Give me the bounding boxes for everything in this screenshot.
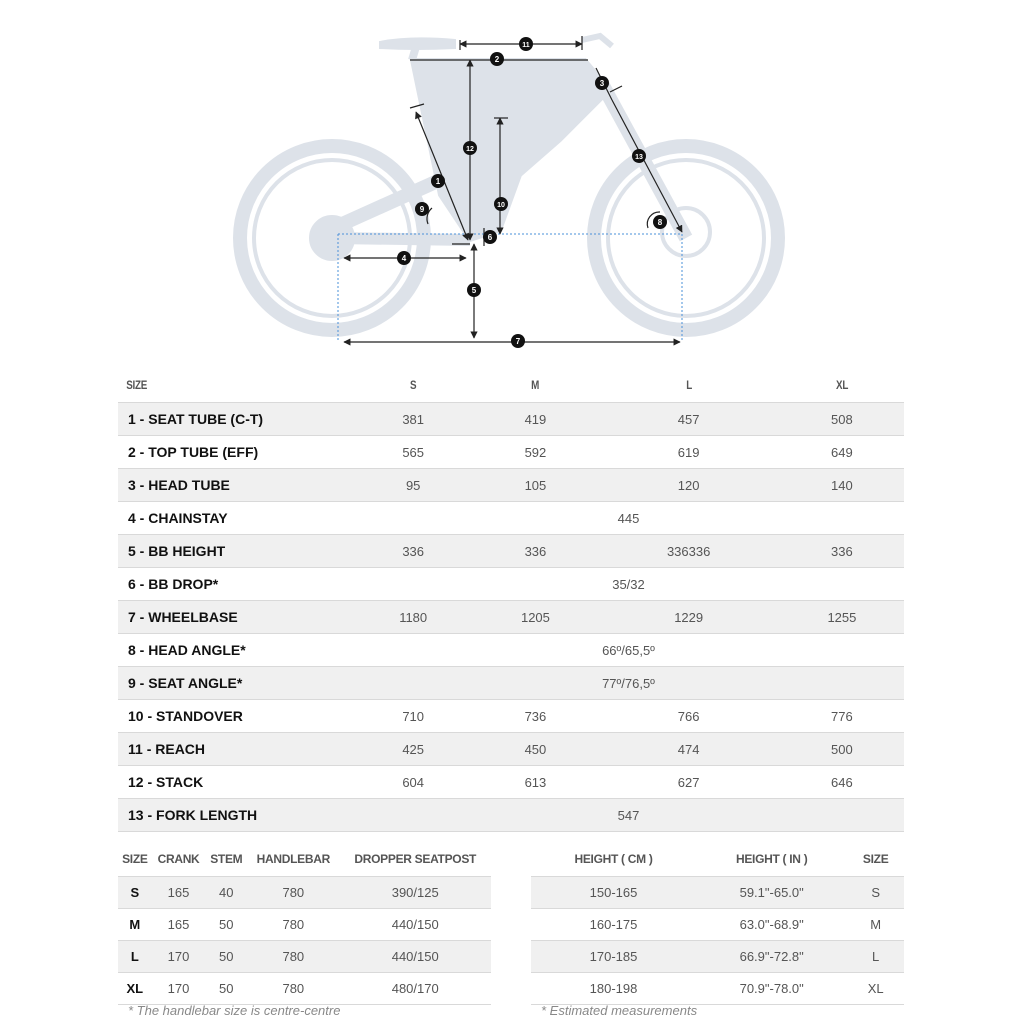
- sizing-value: 160-175: [531, 909, 696, 941]
- sizing-value: S: [847, 877, 904, 909]
- geometry-row-label: 11 - REACH: [118, 733, 353, 766]
- sizing-row: [531, 941, 904, 973]
- components-value: 480/170: [339, 973, 491, 1005]
- components-size: L: [118, 941, 152, 973]
- geometry-value: 336: [473, 535, 597, 568]
- marker-label: 11: [522, 42, 530, 49]
- sizing-header-height-in: HEIGHT ( IN ): [735, 852, 808, 866]
- geometry-value: 508: [780, 403, 904, 436]
- components-header-row: [118, 842, 491, 877]
- rear-cassette: [310, 216, 354, 260]
- geometry-row: [118, 502, 904, 535]
- components-value: 50: [205, 973, 247, 1005]
- geometry-value: 736: [473, 700, 597, 733]
- marker-label: 10: [497, 202, 505, 209]
- sizing-value: 180-198: [531, 973, 696, 1005]
- geometry-value: 105: [473, 469, 597, 502]
- geometry-row-label: 4 - CHAINSTAY: [118, 502, 353, 535]
- marker-label: 5: [471, 286, 477, 295]
- geometry-value: 500: [780, 733, 904, 766]
- geometry-row-label: 3 - HEAD TUBE: [118, 469, 353, 502]
- sizing-value: L: [847, 941, 904, 973]
- sizing-table-body: [531, 877, 904, 1005]
- geometry-value: 649: [780, 436, 904, 469]
- marker-label: 1: [435, 177, 441, 186]
- components-row: [118, 909, 491, 941]
- geometry-row: [118, 403, 904, 436]
- bike-geometry-diagram: [0, 0, 1024, 360]
- components-row: [118, 877, 491, 909]
- geometry-value: 776: [780, 700, 904, 733]
- components-value: 40: [205, 877, 247, 909]
- components-size: M: [118, 909, 152, 941]
- geometry-table: [118, 368, 904, 832]
- marker-8: [653, 215, 667, 229]
- geometry-row: [118, 601, 904, 634]
- sizing-value: 150-165: [531, 877, 696, 909]
- sizing-value: 170-185: [531, 941, 696, 973]
- marker-4: [397, 251, 411, 265]
- sizing-value: 59.1"-65.0": [696, 877, 847, 909]
- components-header-size: SIZE: [122, 852, 148, 866]
- sizing-note: * Estimated measurements: [541, 1003, 698, 1018]
- components-header-handlebar: HANDLEBAR: [256, 852, 330, 866]
- geometry-row: [118, 469, 904, 502]
- geometry-value: 336336: [598, 535, 780, 568]
- marker-label: 6: [487, 233, 493, 242]
- marker-label: 8: [657, 218, 663, 227]
- geometry-value: 613: [473, 766, 597, 799]
- geometry-row-label: 10 - STANDOVER: [118, 700, 353, 733]
- components-value: 50: [205, 941, 247, 973]
- marker-label: 2: [494, 55, 500, 64]
- geometry-value: 450: [473, 733, 597, 766]
- geometry-row: [118, 634, 904, 667]
- saddle: [380, 38, 455, 49]
- geometry-row-label: 2 - TOP TUBE (EFF): [118, 436, 353, 469]
- geometry-row-label: 12 - STACK: [118, 766, 353, 799]
- geometry-row: [118, 766, 904, 799]
- geometry-row: [118, 436, 904, 469]
- geometry-value: 425: [353, 733, 473, 766]
- marker-label: 3: [599, 79, 605, 88]
- marker-13: [632, 149, 646, 163]
- geometry-row: [118, 700, 904, 733]
- geometry-row-label: 6 - BB DROP*: [118, 568, 353, 601]
- geometry-value: 604: [353, 766, 473, 799]
- geometry-value: 381: [353, 403, 473, 436]
- geometry-value: 592: [473, 436, 597, 469]
- geometry-value: 1229: [598, 601, 780, 634]
- sizing-row: [531, 877, 904, 909]
- sizing-value: 66.9"-72.8": [696, 941, 847, 973]
- marker-label: 13: [635, 154, 643, 161]
- marker-5: [467, 283, 481, 297]
- geometry-value: 1255: [780, 601, 904, 634]
- components-value: 170: [152, 941, 206, 973]
- geometry-header-m: M: [531, 378, 540, 392]
- sizing-header-height-cm: HEIGHT ( CM ): [574, 852, 653, 866]
- marker-6: [483, 230, 497, 244]
- sizing-value: 70.9"-78.0": [696, 973, 847, 1005]
- geometry-row-label: 9 - SEAT ANGLE*: [118, 667, 353, 700]
- components-header-dropper: DROPPER SEATPOST: [354, 852, 477, 866]
- marker-9: [415, 202, 429, 216]
- geometry-value: 95: [353, 469, 473, 502]
- sizing-row: [531, 973, 904, 1005]
- sizing-header-row: [531, 842, 904, 877]
- components-header-crank: CRANK: [157, 852, 200, 866]
- components-value: 440/150: [339, 941, 491, 973]
- geometry-row: [118, 799, 904, 832]
- chain-stay: [335, 238, 470, 240]
- geometry-value-all-sizes: 35/32: [353, 568, 904, 601]
- components-header-stem: STEM: [210, 852, 243, 866]
- marker-label: 12: [466, 146, 474, 153]
- components-row: [118, 973, 491, 1005]
- components-value: 390/125: [339, 877, 491, 909]
- geometry-value: 1180: [353, 601, 473, 634]
- geometry-value: 646: [780, 766, 904, 799]
- marker-label: 9: [419, 205, 425, 214]
- geometry-row: [118, 535, 904, 568]
- geometry-value: 1205: [473, 601, 597, 634]
- components-note: * The handlebar size is centre-centre: [128, 1003, 341, 1018]
- geometry-value: 457: [598, 403, 780, 436]
- geometry-header-l: L: [685, 378, 692, 392]
- geometry-value-all-sizes: 66º/65,5º: [353, 634, 904, 667]
- components-value: 170: [152, 973, 206, 1005]
- sizing-row: [531, 909, 904, 941]
- marker-label: 7: [515, 337, 521, 346]
- sizing-table: [531, 842, 904, 1005]
- geometry-value: 336: [780, 535, 904, 568]
- geometry-row-label: 13 - FORK LENGTH: [118, 799, 353, 832]
- geometry-value: 619: [598, 436, 780, 469]
- geometry-value: 120: [598, 469, 780, 502]
- components-row: [118, 941, 491, 973]
- sizing-header-size: SIZE: [862, 852, 889, 866]
- geometry-row: [118, 733, 904, 766]
- geometry-header-row: [118, 368, 904, 403]
- components-value: 165: [152, 877, 206, 909]
- geometry-row-label: 7 - WHEELBASE: [118, 601, 353, 634]
- geometry-row: [118, 568, 904, 601]
- components-table-body: [118, 877, 491, 1005]
- geometry-value-all-sizes: 77º/76,5º: [353, 667, 904, 700]
- geometry-value: 627: [598, 766, 780, 799]
- bike-silhouette: [240, 36, 778, 330]
- geometry-value: 336: [353, 535, 473, 568]
- marker-12: [463, 141, 477, 155]
- geometry-value: 474: [598, 733, 780, 766]
- geometry-header-xl: XL: [835, 378, 848, 392]
- marker-2: [490, 52, 504, 66]
- handlebar: [582, 36, 612, 46]
- sizing-value: 63.0"-68.9": [696, 909, 847, 941]
- sizing-value: XL: [847, 973, 904, 1005]
- geometry-row-label: 1 - SEAT TUBE (C-T): [118, 403, 353, 436]
- components-value: 780: [247, 973, 339, 1005]
- components-value: 780: [247, 909, 339, 941]
- components-value: 50: [205, 909, 247, 941]
- components-table: [118, 842, 491, 1005]
- geometry-value-all-sizes: 445: [353, 502, 904, 535]
- geometry-header-size: SIZE: [126, 378, 148, 392]
- marker-1: [431, 174, 445, 188]
- geometry-row: [118, 667, 904, 700]
- marker-label: 4: [401, 254, 407, 263]
- marker-11: [519, 37, 533, 51]
- marker-3: [595, 76, 609, 90]
- geometry-value-all-sizes: 547: [353, 799, 904, 832]
- geometry-table-body: [118, 403, 904, 832]
- marker-10: [494, 197, 508, 211]
- geometry-row-label: 8 - HEAD ANGLE*: [118, 634, 353, 667]
- frame-main: [412, 60, 610, 240]
- geometry-value: 710: [353, 700, 473, 733]
- geometry-value: 766: [598, 700, 780, 733]
- components-value: 780: [247, 941, 339, 973]
- geometry-header-s: S: [410, 378, 417, 392]
- components-value: 440/150: [339, 909, 491, 941]
- components-size: S: [118, 877, 152, 909]
- sizing-value: M: [847, 909, 904, 941]
- components-size: XL: [118, 973, 152, 1005]
- marker-7: [511, 334, 525, 348]
- components-value: 165: [152, 909, 206, 941]
- components-value: 780: [247, 877, 339, 909]
- geometry-row-label: 5 - BB HEIGHT: [118, 535, 353, 568]
- geometry-value: 140: [780, 469, 904, 502]
- geometry-value: 419: [473, 403, 597, 436]
- geometry-value: 565: [353, 436, 473, 469]
